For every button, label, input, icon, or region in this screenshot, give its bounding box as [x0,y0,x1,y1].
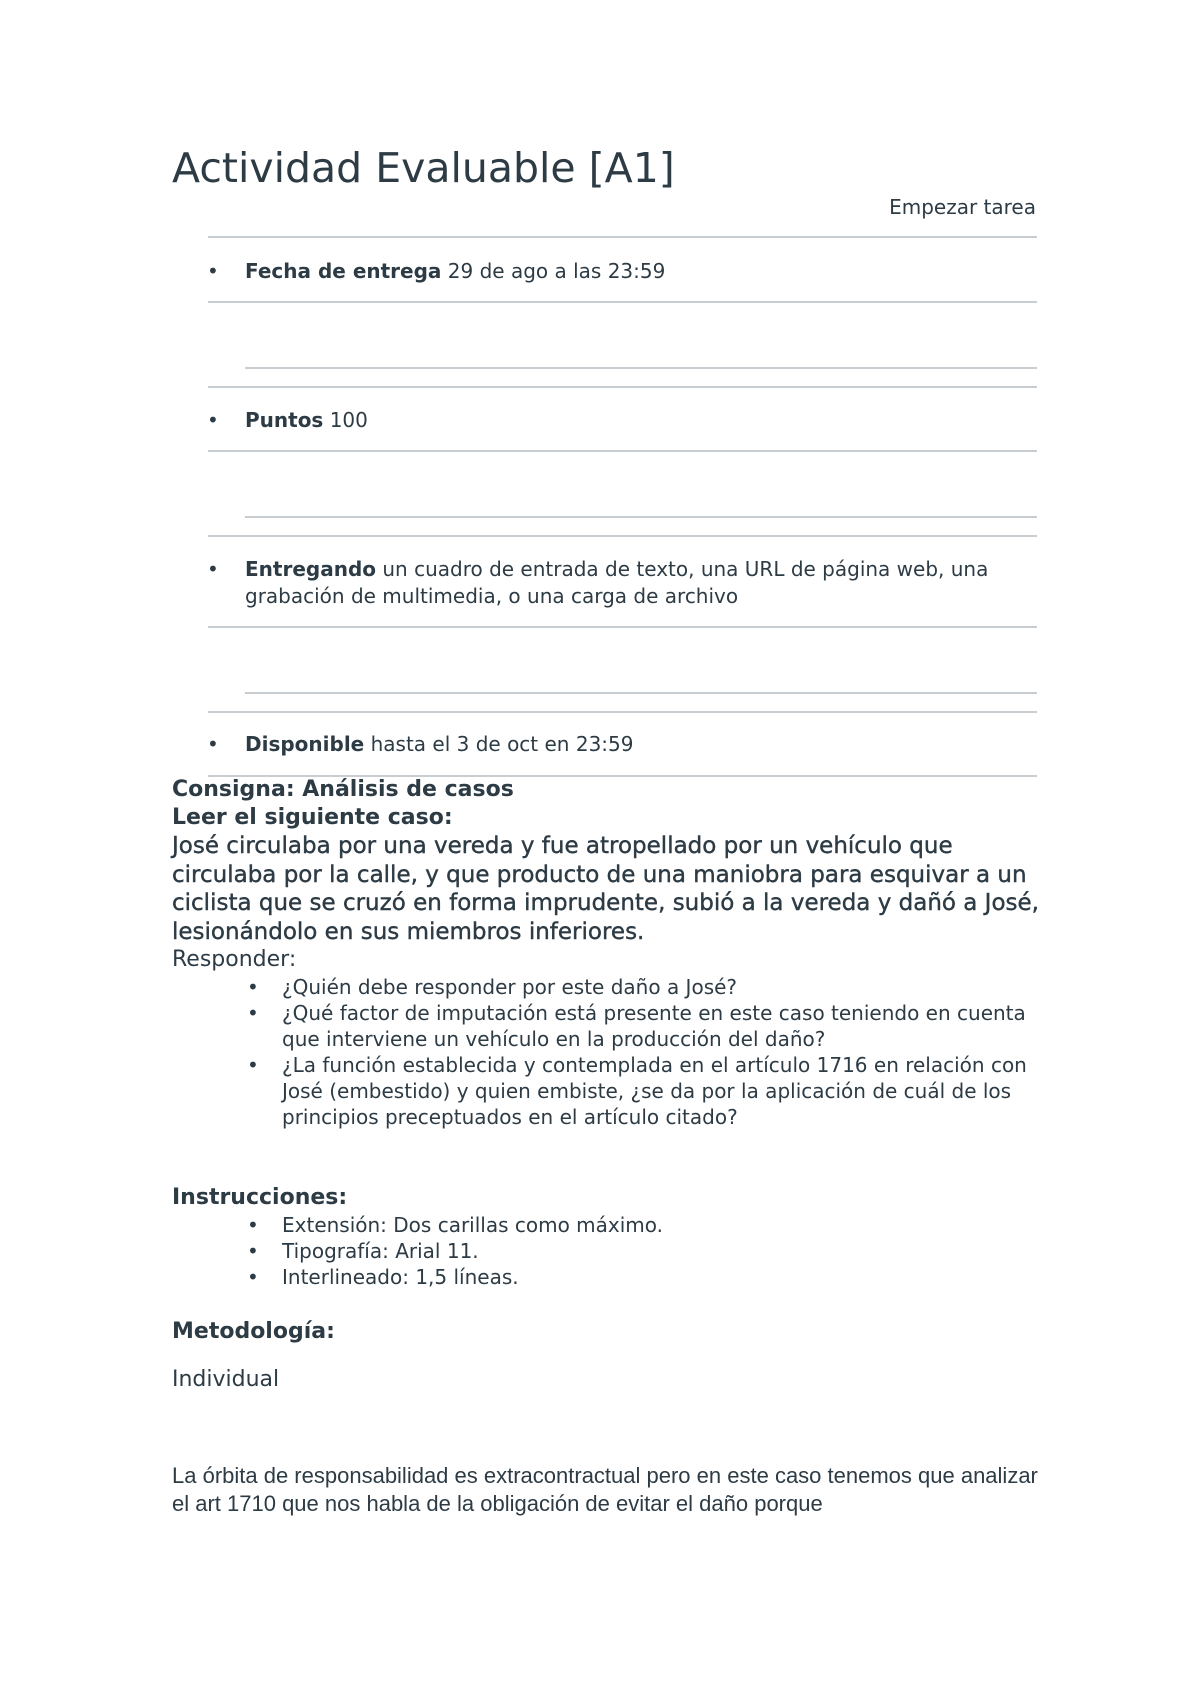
divider [245,516,1037,518]
due-date-item [207,258,1035,285]
methodology-heading: Metodología: [172,1319,335,1344]
divider [208,535,1037,537]
instruction-item [247,1212,1042,1238]
respond-label: Responder: [172,947,297,972]
bullet: • [207,732,219,756]
answer-text: La órbita de responsabilidad es extracontractual pero en este caso tenemos que analizar el art 1710 que nos habla de la obligación de evitar el daño porque [172,1463,1038,1516]
question-text: ¿Qué factor de imputación está presente en este caso teniendo en cuenta que interviene un vehículo en la producción del daño? [282,1001,1026,1051]
question-item [247,1052,1042,1130]
divider [208,711,1037,713]
bullet: • [207,259,219,283]
bullet: • [247,1213,259,1237]
bullet: • [247,1001,259,1025]
bullet: • [207,557,219,581]
instructions-list [247,1212,1042,1290]
points-item [207,407,1035,434]
divider [208,236,1037,238]
available-item [207,731,1035,758]
submitting-value: un cuadro de entrada de texto, una URL de página web, una grabación de multimedia, o una carga de archivo [245,557,989,608]
read-case-heading: Leer el siguiente caso: [172,805,453,830]
bullet: • [247,1053,259,1077]
due-date-label: Fecha de entrega [245,259,442,283]
divider [208,386,1037,388]
assignment-heading: Consigna: Análisis de casos [172,777,514,802]
instruction-item [247,1238,1042,1264]
instruction-item [247,1264,1042,1290]
bullet: • [247,975,259,999]
divider [245,367,1037,369]
divider [245,692,1037,694]
question-text: ¿La función establecida y contemplada en el artículo 1716 en relación con José (embestido) y quien embiste, ¿se da por la aplicación de cuál de los principios preceptuados en el artículo citado? [282,1053,1027,1129]
questions-list [247,974,1042,1130]
bullet: • [207,408,219,432]
due-date-value: 29 de ago a las 23:59 [447,259,666,283]
divider [208,450,1037,452]
bullet: • [247,1265,259,1289]
divider [208,301,1037,303]
question-text: ¿Quién debe responder por este daño a José? [282,975,738,999]
available-label: Disponible [245,732,365,756]
question-item [247,1000,1042,1052]
points-value: 100 [329,408,368,432]
available-value: hasta el 3 de oct en 23:59 [370,732,634,756]
bullet: • [247,1239,259,1263]
instructions-heading: Instrucciones: [172,1185,348,1210]
instruction-text: Extensión: Dos carillas como máximo. [282,1213,664,1237]
case-text: José circulaba por una vereda y fue atropellado por un vehículo que circulaba por la calle, y que producto de una maniobra para esquivar a un ciclista que se cruzó en forma imprudente, subió a la vereda y dañó a José, lesionándolo en sus miembros inferiores. [172,833,1039,945]
page-title: Actividad Evaluable [A1] [172,144,675,192]
divider [208,626,1037,628]
submitting-label: Entregando [245,557,376,581]
points-label: Puntos [245,408,324,432]
methodology-value: Individual [172,1367,280,1392]
question-item [247,974,1042,1000]
submitting-item [207,556,1035,610]
instruction-text: Tipografía: Arial 11. [282,1239,479,1263]
start-assignment-button[interactable]: Empezar tarea [889,195,1036,219]
instruction-text: Interlineado: 1,5 líneas. [282,1265,519,1289]
